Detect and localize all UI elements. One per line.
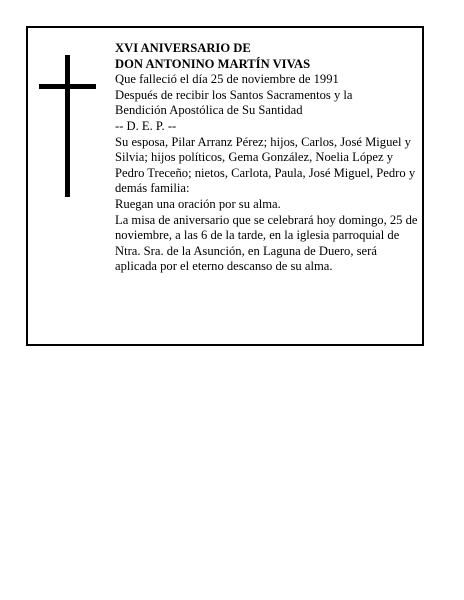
prayer-line: Ruegan una oración por su alma. bbox=[115, 196, 281, 211]
mass-paragraph: La misa de aniversario que se celebrará hoy domingo, 25 de noviembre, a las 6 de la tarde, en la iglesia parroquial de Ntra. Sra. de la Asunción, en Laguna de Duero, será aplicada por el eterno descanso de su alma. bbox=[115, 212, 418, 274]
death-date-line: Que falleció el día 25 de noviembre de 1991 bbox=[115, 72, 339, 87]
dep-line: -- D. E. P. -- bbox=[115, 118, 177, 133]
cross-vertical-bar bbox=[65, 55, 70, 197]
sacraments-line-1: Después de recibir los Santos Sacramentos y la bbox=[115, 87, 353, 102]
family-paragraph: Su esposa, Pilar Arranz Pérez; hijos, Carlos, José Miguel y Silvia; hijos políticos, Gema González, Noelia López y Pedro Treceño; nietos, Carlota, Paula, José Miguel, Pedro y demás familia: bbox=[115, 134, 416, 196]
title-line-2: DON ANTONINO MARTÍN VIVAS bbox=[115, 56, 311, 71]
cross-horizontal-bar bbox=[39, 84, 96, 89]
obituary-notice bbox=[26, 26, 424, 346]
sacraments-line-2: Bendición Apostólica de Su Santidad bbox=[115, 103, 303, 118]
title-line-1: XVI ANIVERSARIO DE bbox=[115, 41, 251, 55]
notice-text bbox=[115, 41, 421, 275]
